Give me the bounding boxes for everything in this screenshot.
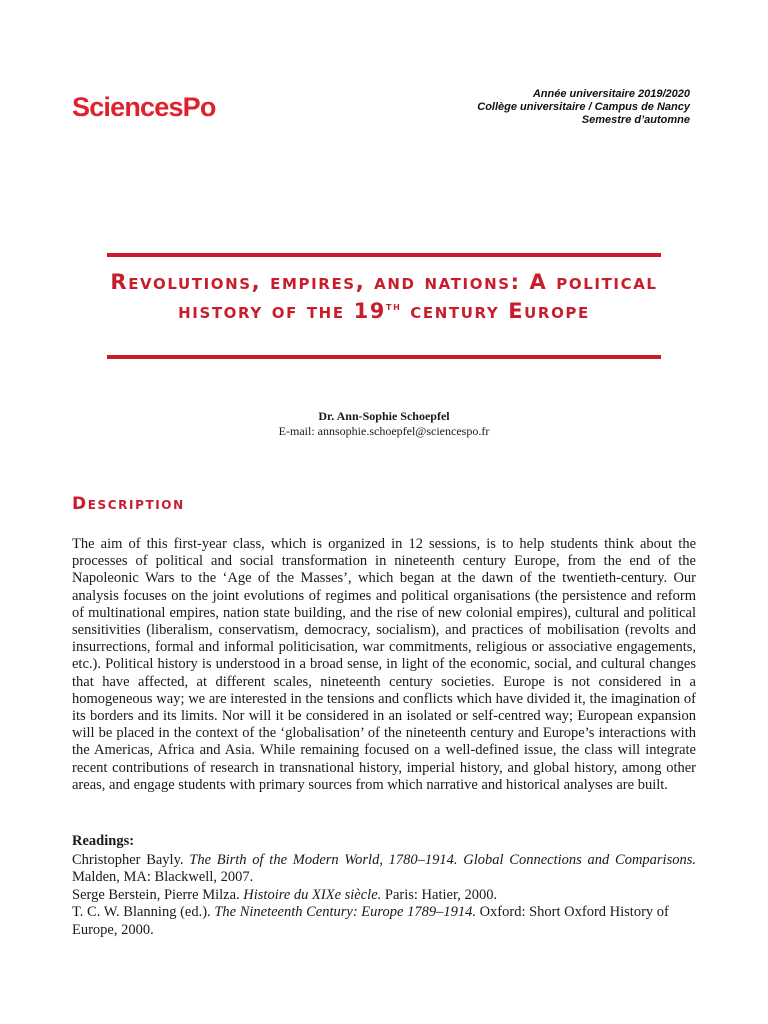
- course-title: [107, 268, 661, 326]
- reading-title: Histoire du XIXe siècle.: [243, 886, 382, 903]
- reading-item: [72, 852, 696, 887]
- sciencespo-logo: SciencesPo: [72, 92, 216, 122]
- readings-heading: Readings:: [72, 833, 135, 849]
- author-name: Dr. Ann-Sophie Schoepfel: [318, 409, 450, 423]
- reading-item: [72, 904, 696, 939]
- reading-author: T. C. W. Blanning (ed.).: [72, 904, 215, 921]
- author-block: [0, 409, 768, 439]
- title-bottom-rule: [107, 355, 661, 359]
- description-body: The aim of this first-year class, which is organized in 12 sessions, is to help students think about the processes of political and social transformation in nineteenth century Europe, from the end of the Napoleonic Wars to the ‘Age of the Masses’, which began at the dawn of the twentieth-century. Our analysis focuses on the joint evolutions of regimes and political organisations (the persistence and reform of multinational empires, nation state building, and the rise of new colonial empires), cultural and political sensitivities (liberalism, conservatism, democracy, socialism), and practices of mobilisation (revolts and insurrections, formal and informal politicisation, war commitments, religious or associative engagements, etc.). Political history is understood in a broad sense, in light of the economic, social, and cultural changes that have affected, at different scales, nineteenth century societies. Europe is not considered in a homogeneous way; we are interested in the tensions and conflicts which have divided it, the imagination of its borders and its limits. Nor will it be considered in an isolated or self-centred way; European expansion will be placed in the context of the ‘globalisation’ of the nineteenth century and Europe’s interactions with the Americas, Africa and Asia. While remaining focused on a well-defined issue, the class will integrate recent contributions of research in transnational history, imperial history, and global history, among other areas, and engage students with primary sources from which narrative and historical analyses are built.: [72, 536, 696, 793]
- reading-publication: Oxford: Short Oxford History of Europe, 2000.: [72, 904, 669, 938]
- reading-author: Christopher Bayly.: [72, 852, 190, 868]
- title-top-rule: [107, 253, 661, 257]
- course-title-end: century Europe: [401, 299, 590, 323]
- reading-item: [72, 887, 696, 904]
- reading-publication: Paris: Hatier, 2000.: [381, 886, 498, 903]
- reading-title: The Birth of the Modern World, 1780–1914. Global Connections and Comparisons.: [189, 852, 696, 868]
- course-title-main: Revolutions, empires, and nations: A political history of the 19: [110, 270, 658, 323]
- reading-title: The Nineteenth Century: Europe 1789–1914.: [214, 904, 476, 921]
- description-heading: Description: [72, 494, 185, 514]
- reading-publication: Malden, MA: Blackwell, 2007.: [72, 869, 254, 886]
- academic-year: Année universitaire 2019/2020: [532, 88, 690, 100]
- reading-author: Serge Berstein, Pierre Milza.: [72, 886, 244, 903]
- readings-list: [72, 852, 696, 939]
- semester: Semestre d’automne: [581, 114, 690, 126]
- campus: Collège universitaire / Campus de Nancy: [477, 101, 690, 113]
- header-info: [477, 88, 690, 127]
- author-email: E-mail: annsophie.schoepfel@sciencespo.fr: [278, 424, 490, 438]
- course-title-superscript: th: [386, 300, 402, 313]
